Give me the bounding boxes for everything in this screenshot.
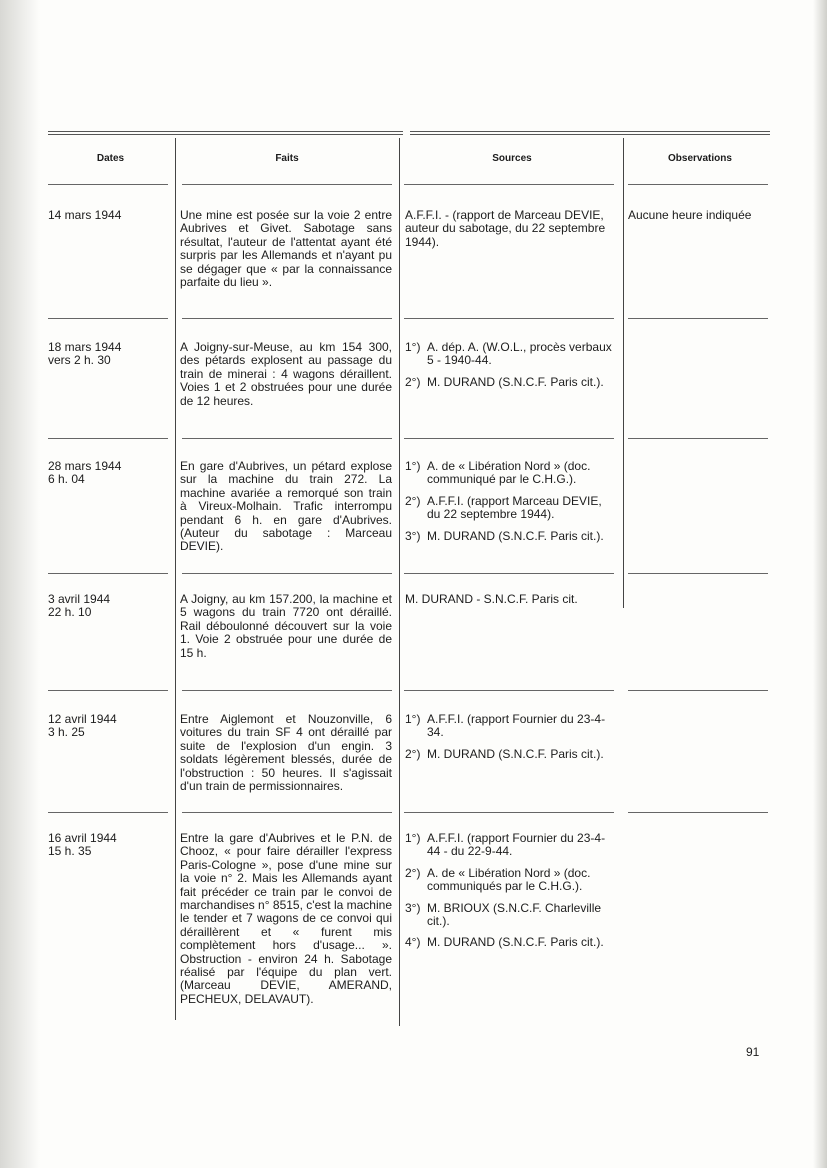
table-row-observations bbox=[628, 209, 778, 222]
source-item bbox=[405, 593, 617, 606]
row-separator bbox=[404, 812, 614, 813]
source-text: A.F.F.I. (rapport Marceau DEVIE, du 22 septembre 1944). bbox=[427, 493, 602, 522]
source-number: 1°) bbox=[405, 712, 421, 726]
source-item bbox=[405, 748, 617, 761]
faits-text: A Joigny, au km 157.200, la machine et 5 wagons du train 7720 ont déraillé. Rail déboulonné découvert sur la voie 1. Voie 2 obstruée pour une durée de 15 h. bbox=[180, 592, 392, 660]
source-item bbox=[405, 936, 617, 949]
row-separator bbox=[628, 690, 768, 691]
row-separator bbox=[182, 184, 392, 185]
faits-text: Une mine est posée sur la voie 2 entre Aubrives et Givet. Sabotage sans résultat, l'auteur de l'attentat ayant été surpris par les Allemands et n'ayant pu se dégager que « par la connaissance parfaite du lieu ». bbox=[180, 208, 392, 290]
header-faits: Faits bbox=[275, 153, 299, 164]
source-number: 2°) bbox=[405, 493, 421, 508]
source-item bbox=[405, 867, 617, 894]
time-line: 3 h. 25 bbox=[48, 725, 85, 740]
top-rule bbox=[48, 131, 403, 132]
source-item bbox=[405, 495, 617, 522]
header-dates: Dates bbox=[96, 153, 125, 164]
source-text: A.F.F.I. - (rapport de Marceau DEVIE, auteur du sabotage, du 22 septembre 1944). bbox=[405, 208, 606, 249]
table-row-date bbox=[48, 832, 170, 859]
source-number: 2°) bbox=[405, 746, 421, 761]
row-separator bbox=[48, 812, 168, 813]
faits-text: Entre Aiglemont et Nouzonville, 6 voitures du train SF 4 ont déraillé par suite de l'explosion d'un engin. 3 soldats légèrement blessés, durée de l'obstruction : 50 heures. Il s'agissait d'un train de permissionnaires. bbox=[180, 712, 392, 794]
row-separator bbox=[48, 318, 168, 319]
source-number: 3°) bbox=[405, 528, 421, 543]
source-item bbox=[405, 832, 617, 859]
page-right-shadow bbox=[813, 0, 827, 1168]
source-item bbox=[405, 713, 617, 740]
time-line: vers 2 h. 30 bbox=[48, 353, 111, 368]
date-line: 18 mars 1944 bbox=[48, 340, 122, 354]
table-row-faits bbox=[180, 209, 392, 289]
time-line: 22 h. 10 bbox=[48, 605, 92, 620]
row-separator bbox=[182, 812, 392, 813]
table-row-date bbox=[48, 593, 170, 620]
row-separator bbox=[48, 573, 168, 574]
row-separator bbox=[182, 438, 392, 439]
source-text: A.F.F.I. (rapport Fournier du 23-4-44 - du 22-9-44. bbox=[427, 831, 606, 859]
row-separator bbox=[628, 318, 768, 319]
table-row-date bbox=[48, 713, 170, 740]
source-text: M. BRIOUX (S.N.C.F. Charleville cit.). bbox=[427, 900, 602, 929]
source-number: 3°) bbox=[405, 900, 421, 915]
table-row-sources bbox=[405, 209, 617, 257]
table-row-sources bbox=[405, 460, 617, 551]
source-text: M. DURAND (S.N.C.F. Paris cit.). bbox=[427, 374, 604, 389]
row-separator bbox=[404, 573, 614, 574]
row-separator bbox=[182, 573, 392, 574]
source-item bbox=[405, 341, 617, 368]
table-row-sources bbox=[405, 593, 617, 614]
table-row-faits bbox=[180, 341, 392, 408]
faits-text: Entre la gare d'Aubrives et le P.N. de Chooz, « pour faire dérailler l'express Paris-Cologne », pose d'une mine sur la voie n° 2. Mais les Allemands ayant fait précéder ce train par le convoi de marchandises n° 8515, c'est la machine le tender et 7 wagons de ce convoi qui déraillèrent et « furent mis complètement hors d'usage... ». Obstruction - environ 24 h. Sabotage réalisé par l'équipe du plan vert. (Marceau DEVIE, AMERAND, PECHEUX, DELAVAUT). bbox=[180, 831, 392, 1006]
source-number: 2°) bbox=[405, 374, 421, 389]
source-text: M. DURAND (S.N.C.F. Paris cit.). bbox=[427, 935, 604, 950]
source-item bbox=[405, 460, 617, 487]
source-number: 1°) bbox=[405, 340, 421, 354]
column-divider bbox=[623, 138, 624, 608]
top-rule bbox=[48, 134, 403, 135]
source-text: A. de « Libération Nord » (doc. communiqué par le C.H.G.). bbox=[427, 459, 591, 487]
table-row-faits bbox=[180, 832, 392, 1006]
page-number: 91 bbox=[746, 1045, 760, 1059]
source-number: 1°) bbox=[405, 831, 421, 845]
date-line: 16 avril 1944 bbox=[48, 831, 117, 845]
top-rule bbox=[410, 134, 770, 135]
source-number: 4°) bbox=[405, 935, 421, 950]
table-row-date bbox=[48, 209, 170, 222]
date-line: 12 avril 1944 bbox=[48, 712, 117, 726]
source-text: M. DURAND (S.N.C.F. Paris cit.). bbox=[427, 528, 604, 543]
date-line: 3 avril 1944 bbox=[48, 592, 111, 606]
time-line: 6 h. 04 bbox=[48, 472, 85, 487]
row-separator bbox=[48, 690, 168, 691]
row-separator bbox=[48, 184, 168, 185]
table-row-faits bbox=[180, 593, 392, 660]
table-row-sources bbox=[405, 832, 617, 958]
row-separator bbox=[628, 573, 768, 574]
row-separator bbox=[404, 318, 614, 319]
faits-text: A Joigny-sur-Meuse, au km 154 300, des pétards explosent au passage du train de minerai : 4 wagons déraillent. Voies 1 et 2 obstruées pour une durée de 12 heures. bbox=[180, 340, 392, 408]
source-text: M. DURAND (S.N.C.F. Paris cit.). bbox=[427, 746, 604, 761]
date-line: 14 mars 1944 bbox=[48, 208, 122, 222]
source-text: M. DURAND - S.N.C.F. Paris cit. bbox=[405, 592, 578, 606]
row-separator bbox=[404, 438, 614, 439]
column-divider bbox=[399, 138, 400, 1026]
table-row-faits bbox=[180, 713, 392, 793]
table-row-sources bbox=[405, 341, 617, 397]
top-rule bbox=[410, 131, 770, 132]
header-sources: Sources bbox=[492, 153, 532, 164]
row-separator bbox=[404, 690, 614, 691]
table-row-date bbox=[48, 341, 170, 368]
header-observations: Observations bbox=[668, 153, 732, 164]
table-row-date bbox=[48, 460, 170, 487]
page-left-shadow bbox=[0, 0, 40, 1168]
row-separator bbox=[404, 184, 614, 185]
source-text: A. dép. A. (W.O.L., procès verbaux 5 - 1940-44. bbox=[427, 340, 612, 368]
source-item bbox=[405, 902, 617, 929]
column-divider bbox=[175, 138, 176, 1020]
observation-text: Aucune heure indiquée bbox=[628, 208, 752, 222]
table-row-sources bbox=[405, 713, 617, 769]
source-text: A.F.F.I. (rapport Fournier du 23-4-34. bbox=[427, 712, 606, 740]
source-item bbox=[405, 376, 617, 389]
faits-text: En gare d'Aubrives, un pétard explose sur la machine du train 272. La machine avariée a remorqué son train à Vireux-Molhain. Trafic interrompu pendant 6 h. en gare d'Aubrives. (Auteur du sabotage : Marceau DEVIE). bbox=[180, 459, 392, 554]
source-number: 2°) bbox=[405, 865, 421, 880]
row-separator bbox=[48, 438, 168, 439]
row-separator bbox=[628, 184, 768, 185]
time-line: 15 h. 35 bbox=[48, 844, 92, 859]
row-separator bbox=[628, 438, 768, 439]
row-separator bbox=[182, 690, 392, 691]
row-separator bbox=[628, 812, 768, 813]
date-line: 28 mars 1944 bbox=[48, 459, 122, 473]
source-item bbox=[405, 209, 617, 249]
source-number: 1°) bbox=[405, 459, 421, 473]
source-item bbox=[405, 530, 617, 543]
table-row-faits bbox=[180, 460, 392, 554]
row-separator bbox=[182, 318, 392, 319]
source-text: A. de « Libération Nord » (doc. communiqués par le C.H.G.). bbox=[427, 865, 591, 894]
